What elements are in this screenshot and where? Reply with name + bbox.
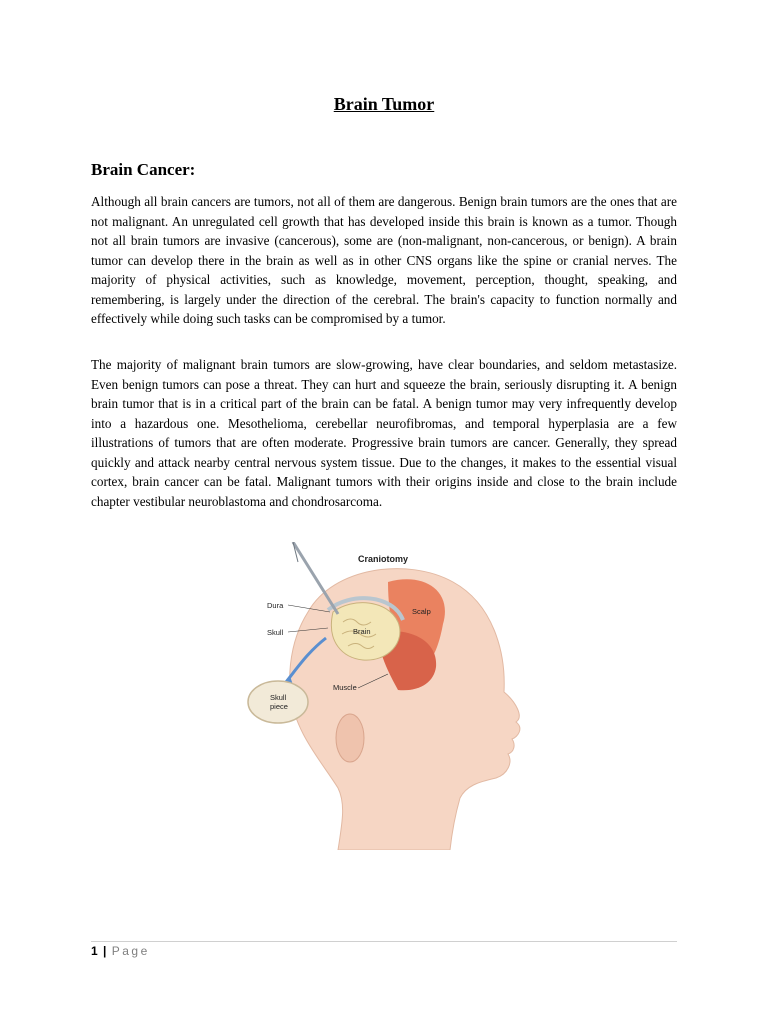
page-label: Page [111,944,150,958]
footer-separator: | [103,944,107,958]
paragraph-2: The majority of malignant brain tumors are slow-growing, have clear boundaries, and seldom metastasize. Even benign tumors can pose a threat. They can hurt and squeeze the brain, seriously disrupting it. A benign brain tumor that is in a critical part of the brain can be fatal. A benign tumor may very infrequently develop into a hazardous one. Mesothelioma, cerebellar neurofibromas, and temporal hyperplasia are a few illustrations of tumors that are often moderate. Progressive brain tumors are cancer. Generally, they spread quickly and attack nearby central nervous system tissue. Due to the changes, it makes to the essential visual cortex, brain cancer can be fatal. Malignant tumors with their origins inside and close to the brain include chapter vestibular neuroblastoma and chondrosarcoma. [91,357,677,509]
footer-rule [91,941,677,942]
section-heading: Brain Cancer: [91,160,196,179]
label-scalp: Scalp [412,607,431,616]
paragraph-1: Although all brain cancers are tumors, not all of them are dangerous. Benign brain tumors are the ones that are not malignant. An unregulated cell growth that has developed inside this brain is known as a tumor. Though not all brain tumors are invasive (cancerous), some are (non-malignant, non-cancerous, or benign). A brain tumor can develop there in the brain as well as in other CNS organs like the spine or cranial nerves. The majority of physical activities, such as knowledge, movement, perception, thought, speaking, and remembering, is largely under the direction of the cerebral. The brain's capacity to function normally and effectively while doing such tasks can be compromised by a tumor. [91,194,677,326]
label-skull-piece-2: piece [270,702,288,711]
label-skull: Skull [267,628,284,637]
page-footer [91,944,150,958]
ear-shape [336,714,364,762]
figure-title: Craniotomy [358,554,409,564]
document-title: Brain Tumor [333,94,435,114]
label-brain: Brain [353,627,371,636]
label-muscle: Muscle [333,683,357,692]
page-number: 1 [91,944,98,958]
craniotomy-illustration [238,542,534,850]
label-skull-piece-1: Skull [270,693,287,702]
label-dura: Dura [267,601,284,610]
